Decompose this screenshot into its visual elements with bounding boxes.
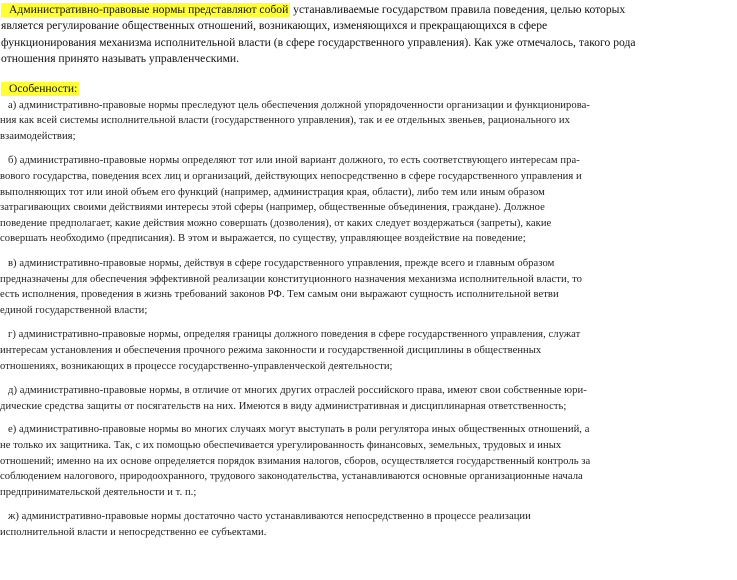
intro-highlight: Административно-правовые нормы представляют собой — [1, 3, 290, 17]
intro-paragraph — [0, 2, 737, 68]
features-heading-highlight: Особенности: — [1, 82, 79, 96]
intro-line-4: отношения принято называть управленческими. — [1, 52, 240, 66]
feature-line: не только их защитника. Так, с их помощью обеспечивается урегулированность финансовых, земельных, трудовых и иных — [0, 439, 562, 451]
feature-item-e — [0, 422, 737, 500]
feature-line: ж) административно-правовые нормы достаточно часто устанавливаются непосредственно в процессе реализации — [8, 511, 531, 523]
feature-line: ния как всей системы исполнительной власти (государственного управления), так и ее отдельных звеньев, рационального их — [0, 115, 570, 127]
feature-item-b — [0, 153, 737, 247]
features-heading — [0, 81, 737, 97]
feature-line: есть исполнения, проведения в жизнь требований законов РФ. Тем самым они выражают сущность исполнительной ветви — [0, 289, 559, 301]
feature-line: предназначены для обеспечения эффективной реализации конституционного назначения механизма исполнительной власти, то — [0, 273, 582, 285]
feature-line: а) административно-правовые нормы преследуют цель обеспечения должной упорядоченности организации и функционирова- — [8, 99, 590, 111]
intro-line-1-rest: устанавливаемые государством правила поведения, целью которых — [290, 3, 626, 16]
feature-line: г) административно-правовые нормы, определяя границы должного поведения в сфере государственного управления, служат — [8, 329, 581, 341]
feature-line: б) административно-правовые нормы определяют тот или иной вариант должного, то есть соответствующего интересам пра- — [8, 155, 580, 167]
feature-item-a — [0, 98, 737, 145]
feature-line: в) административно-правовые нормы, действуя в сфере государственного управления, прежде всего и главным образом — [8, 257, 555, 269]
feature-line: поведение предполагает, какие действия можно совершать (дозволения), от каких следует воздержаться (запреты), какие — [0, 217, 552, 229]
feature-line: единой государственной власти; — [0, 304, 148, 316]
feature-line: е) административно-правовые нормы во многих случаях могут выступать в роли регулятора иных общественных отношений, а — [8, 424, 590, 436]
intro-line-1 — [1, 2, 733, 18]
feature-item-d — [0, 383, 737, 414]
feature-item-zh — [0, 509, 737, 540]
feature-line: интересам установления и обеспечения прочного режима законности и государственной дисциплины в общественных — [0, 344, 542, 356]
feature-line: дические средства защиты от посягательств на них. Имеются в виду административная и дисциплинарная ответственность; — [0, 400, 567, 412]
feature-line: отношений; именно на их основе определяется порядок взимания налогов, сборов, осуществляется государственный контроль за — [0, 455, 591, 467]
feature-line: вового государства, поведения всех лиц и организаций, действующих непосредственно в сфере государственного управления и — [0, 171, 582, 182]
feature-item-v — [0, 256, 737, 318]
feature-line: совершать необходимо (предписания). В этом и выражается, по существу, управляющее воздействие на поведение; — [0, 233, 526, 245]
feature-line: соблюдением налогового, природоохранного, трудового законодательства, устанавливаются основные организационные начала — [0, 471, 583, 483]
intro-line-3: функционирования механизма исполнительной власти (в сфере государственного управления). Как уже отмечалось, такого рода — [1, 35, 636, 49]
feature-line: д) административно-правовые нормы, в отличие от многих других отраслей российского права, имеют свои собственные юри- — [8, 385, 587, 397]
feature-line: затрагивающих своими действиями интересы этой сферы (например, общественные объединения, граждане). Должное — [0, 202, 545, 214]
feature-line: выполняющих тот или иной объем его функций (например, администрация края, области), либо тем или иным образом — [0, 186, 545, 198]
feature-line: исполнительной власти и непосредственно ее субъектами. — [0, 526, 267, 538]
intro-line-2: является регулирование общественных отношений, возникающих, изменяющихся и прекращающихся в сфере — [1, 19, 548, 33]
feature-item-g — [0, 327, 737, 374]
feature-line: предпринимательской деятельности и т. п.; — [0, 486, 197, 498]
feature-line: отношениях, возникающих в процессе государственно-управленческой деятельности; — [0, 360, 393, 372]
feature-line: взаимодействия; — [0, 130, 76, 142]
